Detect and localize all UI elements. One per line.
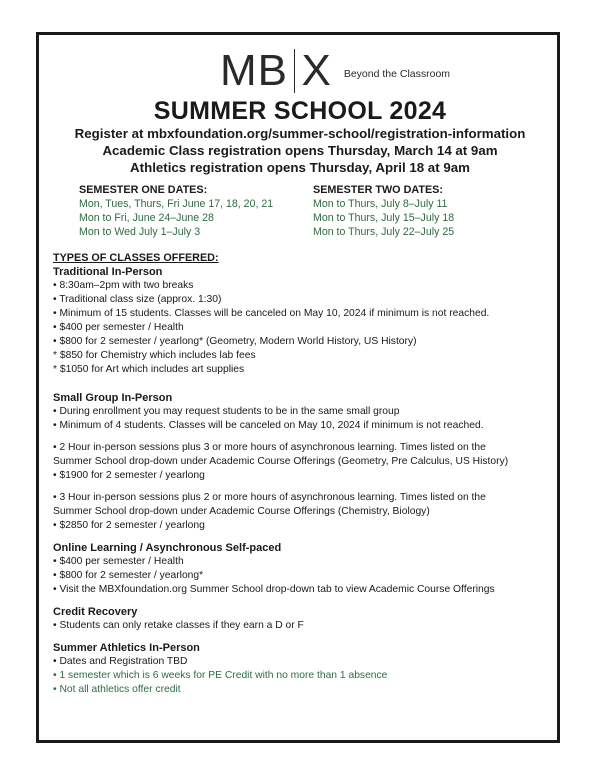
two-hour-block — [53, 441, 547, 483]
list-item: • Students can only retake classes if they earn a D or F — [53, 620, 304, 631]
academic-registration-line: Academic Class registration opens Thursday, March 14 at 9am — [102, 143, 498, 158]
list-item: * $850 for Chemistry which includes lab fees — [53, 350, 256, 361]
logo-mark — [219, 46, 332, 95]
list-item: * $1050 for Art which includes art supplies — [53, 364, 245, 375]
athletics-section — [53, 641, 547, 697]
semester-one-date: Mon, Tues, Thurs, Fri June 17, 18, 20, 21 — [79, 198, 274, 210]
list-item: • Not all athletics offer credit — [53, 684, 181, 695]
online-section — [53, 541, 547, 597]
list-item: • $2850 for 2 semester / yearlong — [53, 520, 205, 531]
list-item: • Visit the MBXfoundation.org Summer School drop-down tab to view Academic Course Offerings — [53, 584, 495, 595]
list-item: Summer School drop-down under Academic Course Offerings (Geometry, Pre Calculus, US History) — [53, 456, 509, 467]
list-item: • Traditional class size (approx. 1:30) — [53, 294, 222, 305]
list-item: • During enrollment you may request students to be in the same small group — [53, 406, 400, 417]
section-heading: Summer Athletics In-Person — [53, 642, 200, 654]
page-title: SUMMER SCHOOL 2024 — [153, 97, 447, 125]
list-item: • $800 for 2 semester / yearlong* — [53, 570, 204, 581]
flyer-content — [53, 45, 547, 697]
list-item: • 1 semester which is 6 weeks for PE Credit with no more than 1 absence — [53, 670, 388, 681]
semester-one-date: Mon to Fri, June 24–June 28 — [79, 212, 214, 224]
athletics-registration-line: Athletics registration opens Thursday, April 18 at 9am — [130, 160, 470, 175]
class-types-heading: TYPES OF CLASSES OFFERED: — [53, 252, 219, 264]
logo-divider — [294, 49, 296, 93]
registration-link-line: Register at mbxfoundation.org/summer-school/registration-information — [74, 126, 526, 141]
list-item: • $1900 for 2 semester / yearlong — [53, 470, 205, 481]
section-heading: Credit Recovery — [53, 606, 138, 618]
section-heading: Traditional In-Person — [53, 266, 163, 278]
semester-two-heading: SEMESTER TWO DATES: — [313, 184, 443, 196]
semester-two-date: Mon to Thurs, July 8–July 11 — [313, 198, 448, 210]
section-heading: Small Group In-Person — [53, 392, 173, 404]
logo-right: X — [301, 46, 332, 95]
traditional-section — [53, 265, 547, 377]
semester-one-heading: SEMESTER ONE DATES: — [79, 184, 208, 196]
section-heading: Online Learning / Asynchronous Self-paced — [53, 542, 282, 554]
three-hour-block — [53, 491, 547, 533]
list-item: • 2 Hour in-person sessions plus 3 or more hours of asynchronous learning. Times listed on the — [53, 442, 486, 453]
semester-one-column — [79, 183, 313, 239]
list-item: • $800 for 2 semester / yearlong* (Geometry, Modern World History, US History) — [53, 336, 417, 347]
semester-two-column — [313, 183, 547, 239]
list-item: Summer School drop-down under Academic Course Offerings (Chemistry, Biology) — [53, 506, 430, 517]
small-group-section — [53, 391, 547, 533]
logo — [123, 45, 547, 97]
list-item: • 8:30am–2pm with two breaks — [53, 280, 194, 291]
list-item: • Dates and Registration TBD — [53, 656, 188, 667]
list-item: • $400 per semester / Health — [53, 556, 184, 567]
list-item: • 3 Hour in-person sessions plus 2 or more hours of asynchronous learning. Times listed on the — [53, 492, 486, 503]
semester-two-date: Mon to Thurs, July 22–July 25 — [313, 226, 455, 238]
logo-tagline: Beyond the Classroom — [343, 68, 451, 80]
list-item: • $400 per semester / Health — [53, 322, 184, 333]
list-item: • Minimum of 4 students. Classes will be canceled on May 10, 2024 if minimum is not reached. — [53, 420, 484, 431]
list-item: • Minimum of 15 students. Classes will be canceled on May 10, 2024 if minimum is not reached. — [53, 308, 490, 319]
page-frame — [36, 32, 560, 743]
credit-recovery-section — [53, 605, 547, 633]
semester-one-date: Mon to Wed July 1–July 3 — [79, 226, 201, 238]
semester-two-date: Mon to Thurs, July 15–July 18 — [313, 212, 455, 224]
semester-dates — [53, 183, 547, 239]
logo-left: MB — [219, 46, 288, 95]
